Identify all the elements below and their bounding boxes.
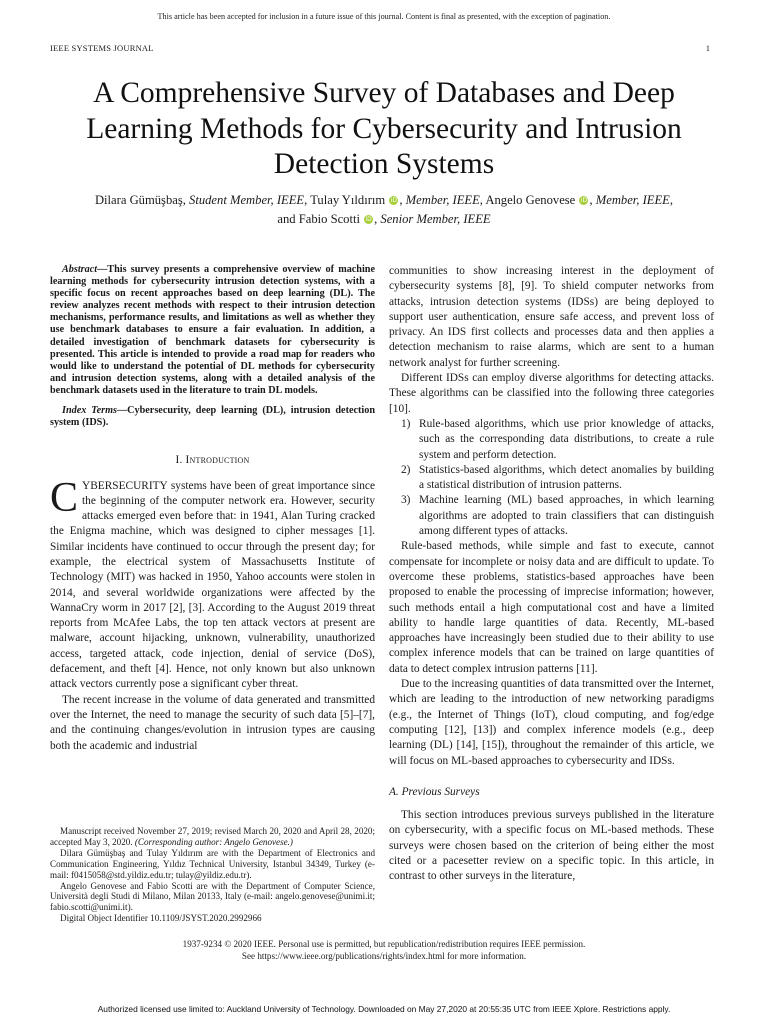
left-column	[50, 264, 375, 754]
footnote-affiliation: Angelo Genovese and Fabio Scotti are with the Department of Computer Science, Università degli Studi di Milano, Milan 20133, Italy (e-mail: angelo.genovese@unimi.it; fabio.scotti@unimi.it).	[50, 880, 375, 913]
body-paragraph: communities to show increasing interest in the deployment of cybersecurity systems [8], [9]. To shield computer networks from attacks, intrusion detection systems (IDSs) are being deployed to support user authentication, ensure safe access, and prevent loss of privacy. An IDS first collects and processes data and then applies a detection mechanism to raise alarms, which are sent to a human network analyst for further screening.	[389, 265, 714, 369]
copyright-line: 1937-9234 © 2020 IEEE. Personal use is permitted, but republication/redistribution requires IEEE permission.	[182, 939, 586, 949]
drop-cap: C	[50, 474, 79, 521]
author-name: Tulay Yıldırım	[310, 193, 386, 207]
doi-line: Digital Object Identifier 10.1109/JSYST.2020.2992966	[60, 913, 262, 924]
orcid-icon[interactable]: iD	[390, 197, 397, 204]
orcid-icon[interactable]: iD	[580, 197, 588, 204]
author-membership: Member, IEEE	[595, 193, 670, 207]
abstract: Abstract—This survey presents a comprehensive overview of machine learning methods for cybersecurity intrusion detection systems, with a specific focus on recent approaches based on deep learning (DL). The review analyzes recent methods with respect to their intrusion detection mechanisms, performance results, and limitations as well as whether they use benchmark databases to ensure a fair evaluation. In addition, a detailed investigation of benchmark datasets for cybersecurity is presented. This article is intended to provide a road map for readers who would like to understand the potential of DL methods for cybersecurity and intrusion detection systems, along with a detailed analysis of the benchmark datasets used in the literature to train DL models.	[50, 264, 375, 396]
section-numeral: I.	[175, 454, 183, 467]
author-list: Dilara Gümüşbaş, Student Member, IEEE, Tulay Yıldırım iD , Member, IEEE, Angelo Genovese iD , Member, IEEE, and Fabio Scotti iD , Senior Member, IEEE	[94, 193, 674, 226]
acceptance-banner: This article has been accepted for inclusion in a future issue of this journal. Content is final as presented, with the exception of pagination.	[157, 12, 611, 21]
page-number: 1	[705, 43, 710, 53]
subsection-heading: A. Previous Surveys	[389, 785, 480, 798]
author-connector: and	[277, 212, 296, 226]
footnotes	[50, 826, 375, 924]
body-paragraph: Rule-based methods, while simple and fast to execute, cannot compensate for incomplete or noisy data and are difficult to update. To overcome these problems, statistics-based approaches have been proposed to enable the processing of imprecise information; however, such methods entail a high computational cost and have a limited ability to handle large quantities of data. Recently, ML-based approaches have increasingly been studied due to their ability to use complex inference models that can be trained on large quantities of data to detect complex intrusion patterns [11].	[389, 540, 714, 675]
author-name: Fabio Scotti	[298, 212, 360, 226]
paper-title: A Comprehensive Survey of Databases and Deep Learning Methods for Cybersecurity and Intrusion Detection Systems	[86, 77, 682, 180]
body-paragraph: Different IDSs can employ diverse algorithms for detecting attacks. These algorithms can be classified into the following three categories [10].	[389, 372, 714, 415]
abstract-text: This survey presents a comprehensive overview of machine learning methods for cybersecurity intrusion detection systems, with a specific focus on recent approaches based on deep learning (DL). The review analyzes recent methods with respect to their intrusion detection mechanisms, performance results, and limitations as well as whether they use benchmark databases to ensure a fair evaluation. In addition, a detailed investigation of benchmark datasets for cybersecurity is presented. This article is intended to provide a road map for readers who would like to understand the potential of DL methods for cybersecurity and intrusion detection systems, along with a detailed analysis of the benchmark datasets used in the literature to train DL models.	[50, 264, 375, 396]
list-item: 1) Rule-based algorithms, which use prior knowledge of attacks, such as the corresponding data distributions, to create a rule system and perform detection.	[401, 417, 714, 461]
author-name: Angelo Genovese	[485, 193, 576, 207]
author-membership: Student Member, IEEE	[189, 193, 305, 207]
author-membership: Member, IEEE	[405, 193, 480, 207]
orcid-icon[interactable]: iD	[365, 216, 372, 223]
right-column	[389, 264, 714, 885]
section-heading-introduction	[50, 453, 375, 468]
ids-category-list	[389, 417, 714, 539]
copyright-line: See https://www.ieee.org/publications/rights/index.html for more information.	[241, 950, 527, 961]
intro-text: systems have been of great importance since the beginning of the computer network era. However, security attacks emerged even before that: in 1941, Alan Turing cracked the Enigma machine, which was designed to cipher messages [1]. Similar incidents have continued to occur through the present day; for example, the electrical system of Massachusetts Institute of Technology (MIT) was hacked in 1950, Yahoo accounts were stolen in 2014, and several worldwide organizations were affected by the WannaCry worm in 2017 [2], [3]. According to the August 2019 threat reports from McAfee Labs, the top ten attack vectors at present are malware, account hijacking, unknown, vulnerability, unauthorized access, targeted attack, code injection, denial of service (DoS), defacement, and theft [4]. Hence, not only known but also unknown attack vectors currently pose a significant cyber threat.	[50, 479, 375, 691]
list-item: 3) Machine learning (ML) based approaches, in which learning algorithms are adopted to train classifiers that can distinguish among different types of attacks.	[401, 494, 714, 538]
author-membership: Senior Member, IEEE	[380, 212, 491, 226]
index-terms: Index Terms—Cybersecurity, deep learning (DL), intrusion detection system (IDS).	[50, 405, 375, 429]
section-title: Introduction	[185, 454, 250, 467]
author-name: Dilara Gümüşbaş	[94, 193, 183, 207]
footnote-affiliation: Dilara Gümüşbaş and Tulay Yıldırım are with the Department of Electronics and Communication Engineering, Yıldız Technical University, Istanbul 34349, Turkey (e-mail: f0415058@std.yildiz.edu.tr; tulay@yildiz.edu.tr).	[50, 847, 375, 880]
footnote-corresponding: (Corresponding author: Angelo Genovese.)	[134, 836, 293, 847]
index-terms-label: Index Terms	[62, 405, 117, 417]
intro-paragraph	[50, 474, 375, 693]
body-paragraph: The recent increase in the volume of data generated and transmitted over the Internet, the need to manage the security of such data [5]–[7], and the continuing changes/evolution in intrusion types are causing both the academic and industrial	[50, 693, 375, 752]
footnote-received: Manuscript received November 27, 2019; revised March 20, 2020 and April 28, 2020; accepted May 3, 2020. (Corresponding author: Angelo Genovese.)	[50, 826, 375, 847]
list-item: 2) Statistics-based algorithms, which detect anomalies by building a statistical distribution of intrusion patterns.	[401, 463, 714, 492]
abstract-label: Abstract	[62, 264, 98, 275]
body-paragraph: This section introduces previous surveys published in the literature on cybersecurity, with a specific focus on ML-based methods. These surveys were chosen based on the criterion of being either the most cited or a pacesetter review on a specific topic. In this article, in contrast to other surveys in the literature,	[389, 809, 714, 883]
index-terms-text: Cybersecurity, deep learning (DL), intrusion detection system (IDS).	[50, 405, 375, 429]
body-paragraph: Due to the increasing quantities of data transmitted over the Internet, which are leading to the introduction of new networking paradigms (e.g., the Internet of Things (IoT), cloud computing, and fog/edge computing [12], [13]) and complex inference models (e.g., deep learning (DL) [14], [15]), throughout the remainder of this article, we will focus on ML-based approaches to cybersecurity and IDSs.	[389, 678, 714, 767]
copyright-notice	[0, 939, 768, 962]
license-footer: Authorized licensed use limited to: Auckland University of Technology. Downloaded on May 27,2020 at 20:55:35 UTC from IEEE Xplore. Restrictions apply.	[97, 1004, 671, 1014]
lead-word: YBERSECURITY	[82, 479, 168, 492]
running-head-journal: IEEE SYSTEMS JOURNAL	[50, 43, 154, 53]
